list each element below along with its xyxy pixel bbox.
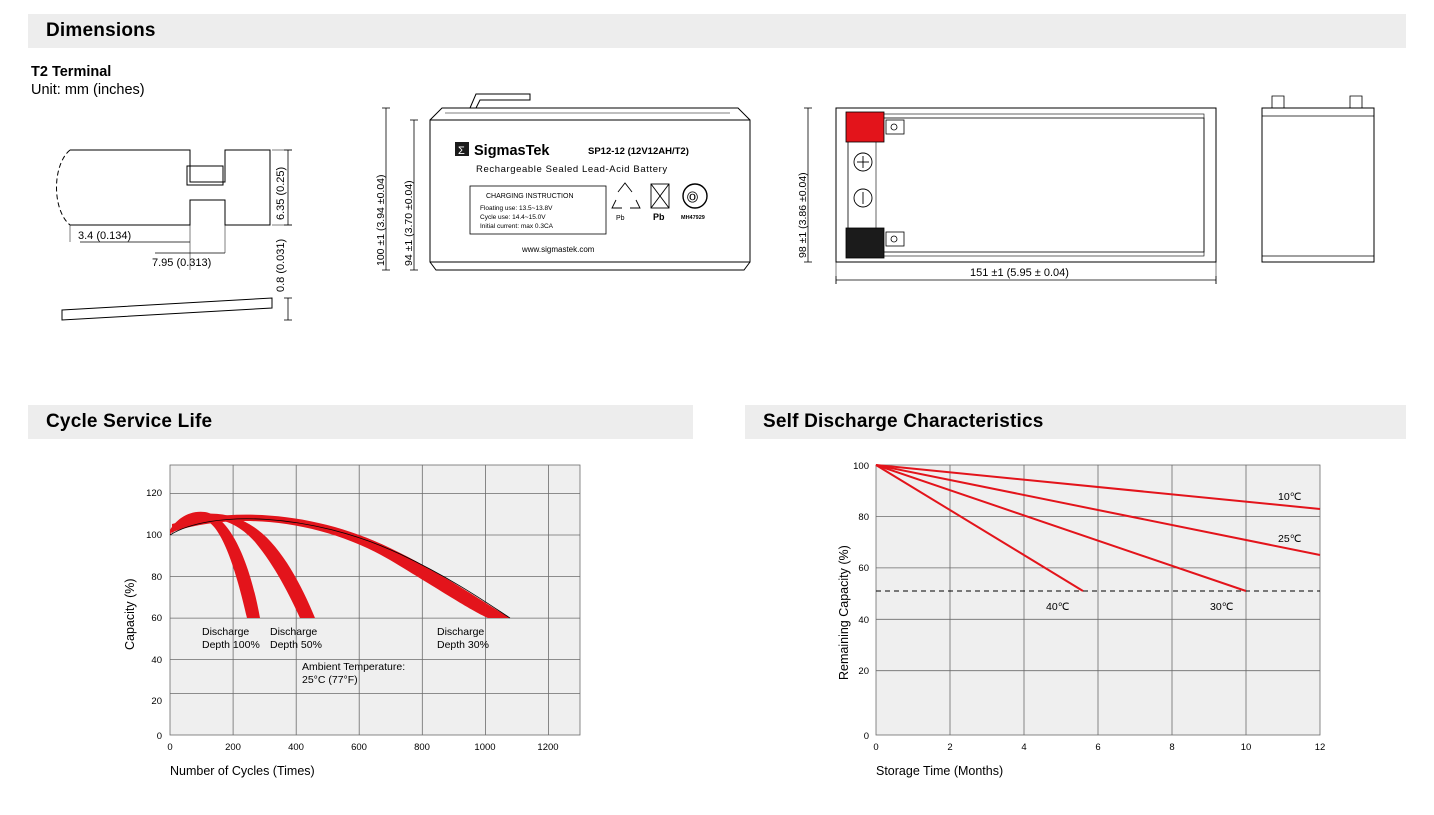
svg-text:80: 80 [858,512,869,523]
self-discharge-label-40c: 40℃ [1046,601,1070,613]
svg-text:4: 4 [1021,742,1027,753]
self-discharge-x-axis-label: Storage Time (Months) [876,764,1004,778]
t2-terminal-drawing [40,120,340,350]
battery-top-view [790,80,1250,300]
svg-text:Pb: Pb [616,215,625,222]
cycle-x-axis-label: Number of Cycles (Times) [170,764,315,778]
svg-text:20: 20 [858,666,869,677]
ul-mark-icon [681,184,707,221]
cycle-ambient-temp-line1: Ambient Temperature: [302,661,406,673]
cycle-ambient-temp-line2: 25°C (77°F) [302,674,358,686]
cycle-service-life-chart [110,450,630,790]
self-discharge-y-axis-label: Remaining Capacity (%) [837,545,851,680]
unit-label: Unit: mm (inches) [31,82,145,98]
svg-text:40: 40 [151,655,162,666]
self-discharge-label-30c: 30℃ [1210,601,1234,613]
svg-text:6: 6 [1095,742,1101,753]
battery-width-dim: 98 ±1 (3.86 ±0.04) [797,172,809,258]
charging-line-1: Floating use: 13.5~13.8V [480,205,553,212]
svg-text:60: 60 [858,563,869,574]
battery-type: Rechargeable Sealed Lead-Acid Battery [476,164,668,175]
battery-side-view [1238,80,1398,300]
svg-text:80: 80 [151,572,162,583]
svg-text:0: 0 [873,742,879,753]
svg-text:20: 20 [151,696,162,707]
pb-recycle-icon [612,183,640,222]
t2-terminal-title: T2 Terminal [31,64,112,80]
cycle-annotation-2-line1: Discharge [270,626,318,638]
svg-text:12: 12 [1314,742,1326,753]
battery-case-height-dim: 94 ±1 (3.70 ±0.04) [403,180,415,266]
cycle-annotation-1-line2: Depth 100% [202,639,260,651]
terminal-thickness-dim: 0.8 (0.031) [275,238,287,292]
svg-text:0: 0 [863,731,869,742]
cycle-service-life-title: Cycle Service Life [46,411,213,432]
charging-line-2: Cycle use: 14.4~15.0V [480,214,546,221]
svg-text:2: 2 [947,742,953,753]
svg-text:0: 0 [156,731,162,742]
no-trash-icon [651,184,669,222]
svg-text:Ⓞ: Ⓞ [687,192,698,204]
svg-text:MH47929: MH47929 [681,215,705,221]
battery-front-view [370,80,770,300]
self-discharge-label-25c: 25℃ [1278,533,1302,545]
svg-text:600: 600 [351,742,367,753]
svg-text:100: 100 [853,461,869,472]
self-discharge-label-10c: 10℃ [1278,491,1302,503]
battery-total-height-dim: 100 ±1 (3.94 ±0.04) [375,174,387,266]
svg-text:8: 8 [1169,742,1175,753]
self-discharge-title: Self Discharge Characteristics [763,411,1044,432]
cycle-annotation-3-line1: Discharge [437,626,485,638]
cycle-annotation-3-line2: Depth 30% [437,639,489,651]
terminal-height-dim: 6.35 (0.25) [275,166,287,220]
svg-text:10: 10 [1240,742,1252,753]
svg-text:200: 200 [225,742,241,753]
svg-text:1200: 1200 [537,742,559,753]
svg-text:60: 60 [151,613,162,624]
cycle-service-life-section-header [28,405,693,439]
svg-text:Pb: Pb [653,212,665,222]
dimensions-title: Dimensions [46,20,156,41]
svg-text:120: 120 [146,488,162,499]
terminal-width-34-dim: 3.4 (0.134) [78,230,132,242]
self-discharge-section-header [745,405,1406,439]
svg-text:100: 100 [146,530,162,541]
cycle-annotation-1-line1: Discharge [202,626,250,638]
svg-text:0: 0 [167,742,173,753]
svg-text:40: 40 [858,615,869,626]
brand-name: SigmasTek [474,143,550,159]
battery-model: SP12-12 (12V12AH/T2) [588,146,689,157]
charging-line-3: Initial current: max 0.3CA [480,223,553,230]
self-discharge-chart [828,450,1358,790]
svg-text:Σ: Σ [458,145,465,157]
battery-website: www.sigmastek.com [522,245,595,254]
cycle-y-axis-label: Capacity (%) [123,578,137,650]
dimensions-section-header [28,14,1406,48]
svg-text:1000: 1000 [474,742,496,753]
svg-text:400: 400 [288,742,304,753]
battery-length-dim: 151 ±1 (5.95 ± 0.04) [970,267,1069,279]
terminal-width-795-dim: 7.95 (0.313) [152,257,212,269]
cycle-annotation-2-line2: Depth 50% [270,639,322,651]
svg-text:800: 800 [414,742,430,753]
charging-instruction-title: CHARGING INSTRUCTION [486,193,574,200]
